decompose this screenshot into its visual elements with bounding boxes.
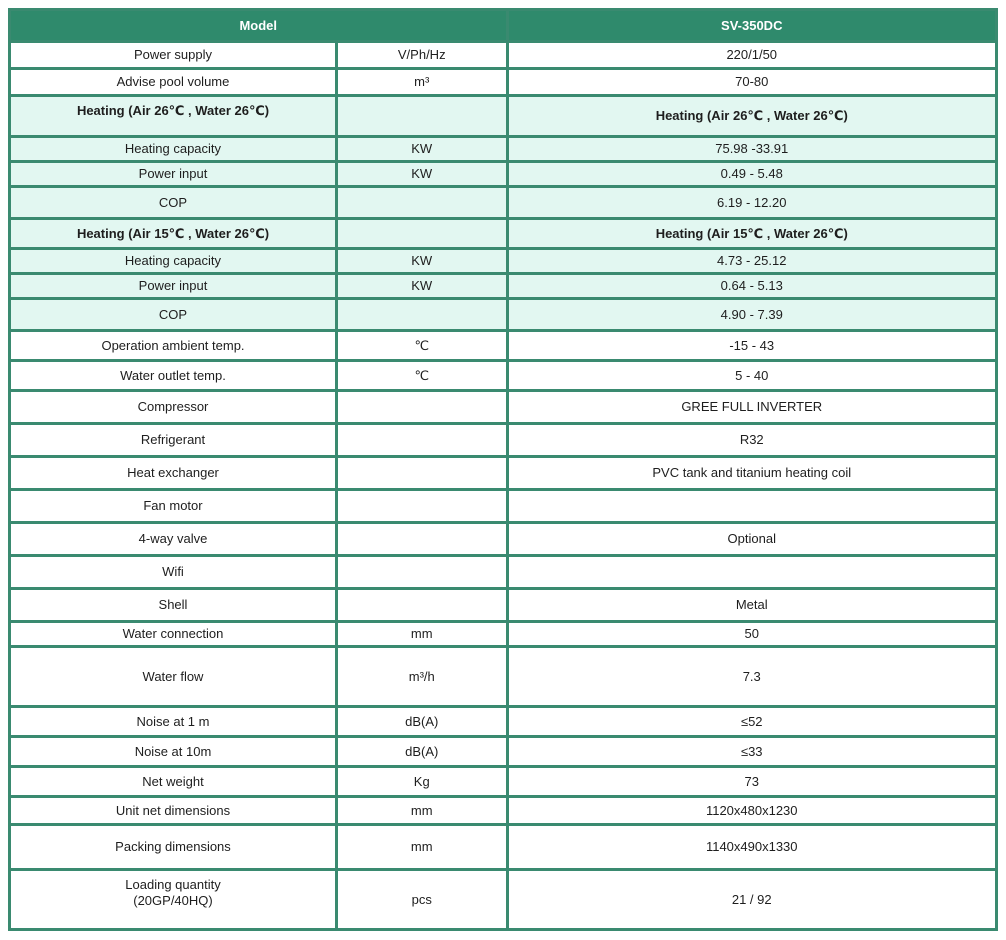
param-cell: Compressor (10, 391, 337, 424)
param-cell: COP (10, 187, 337, 219)
unit-cell (336, 424, 507, 457)
unit-cell: KW (336, 137, 507, 162)
unit-cell: KW (336, 249, 507, 274)
param-cell: Fan motor (10, 490, 337, 523)
table-row (10, 556, 997, 589)
unit-cell (336, 589, 507, 622)
section-row (10, 219, 997, 249)
table-row (10, 249, 997, 274)
value-cell: ≤52 (507, 707, 997, 737)
spec-table (8, 8, 998, 931)
unit-cell: KW (336, 274, 507, 299)
param-cell: Loading quantity (20GP/40HQ) (10, 870, 337, 930)
param-cell: Heating capacity (10, 137, 337, 162)
value-cell (507, 490, 997, 523)
value-cell: 1120x480x1230 (507, 797, 997, 825)
table-row (10, 42, 997, 69)
param-cell: Operation ambient temp. (10, 331, 337, 361)
param-cell: Net weight (10, 767, 337, 797)
unit-cell: mm (336, 797, 507, 825)
table-row (10, 589, 997, 622)
unit-cell: Kg (336, 767, 507, 797)
unit-cell: dB(A) (336, 707, 507, 737)
value-cell: 70-80 (507, 69, 997, 96)
unit-cell: ℃ (336, 361, 507, 391)
table-row (10, 274, 997, 299)
param-cell: Power supply (10, 42, 337, 69)
table-row (10, 797, 997, 825)
table-row (10, 737, 997, 767)
model-value: SV-350DC (507, 10, 997, 42)
table-row (10, 137, 997, 162)
table-row (10, 187, 997, 219)
unit-cell (336, 96, 507, 137)
param-cell: COP (10, 299, 337, 331)
value-cell: 7.3 (507, 647, 997, 707)
value-cell: 1140x490x1330 (507, 825, 997, 870)
section-value-cell: Heating (Air 15℃ , Water 26℃) (507, 219, 997, 249)
unit-cell (336, 391, 507, 424)
value-cell: 0.49 - 5.48 (507, 162, 997, 187)
table-header-row (10, 10, 997, 42)
model-label: Model (10, 10, 508, 42)
unit-cell (336, 187, 507, 219)
table-row (10, 647, 997, 707)
param-cell: Advise pool volume (10, 69, 337, 96)
param-cell: Wifi (10, 556, 337, 589)
table-row (10, 825, 997, 870)
value-cell (507, 556, 997, 589)
unit-cell (336, 523, 507, 556)
param-cell: Packing dimensions (10, 825, 337, 870)
unit-cell: m³/h (336, 647, 507, 707)
param-cell: Noise at 10m (10, 737, 337, 767)
value-cell: -15 - 43 (507, 331, 997, 361)
param-cell: Power input (10, 274, 337, 299)
unit-cell: mm (336, 622, 507, 647)
unit-cell (336, 490, 507, 523)
value-cell: 50 (507, 622, 997, 647)
value-cell: 6.19 - 12.20 (507, 187, 997, 219)
param-cell: Heat exchanger (10, 457, 337, 490)
unit-cell: ℃ (336, 331, 507, 361)
table-row (10, 870, 997, 930)
param-cell: Noise at 1 m (10, 707, 337, 737)
value-cell: GREE FULL INVERTER (507, 391, 997, 424)
value-cell: 4.73 - 25.12 (507, 249, 997, 274)
table-row (10, 424, 997, 457)
table-row (10, 707, 997, 737)
param-cell: 4-way valve (10, 523, 337, 556)
param-cell: Water outlet temp. (10, 361, 337, 391)
value-cell: 4.90 - 7.39 (507, 299, 997, 331)
param-cell: Heating capacity (10, 249, 337, 274)
table-row (10, 69, 997, 96)
unit-cell: KW (336, 162, 507, 187)
unit-cell: dB(A) (336, 737, 507, 767)
section-param-cell: Heating (Air 15℃ , Water 26℃) (10, 219, 337, 249)
table-row (10, 490, 997, 523)
section-value-cell: Heating (Air 26℃ , Water 26℃) (507, 96, 997, 137)
table-row (10, 162, 997, 187)
value-cell: 21 / 92 (507, 870, 997, 930)
unit-cell: pcs (336, 870, 507, 930)
value-cell: Optional (507, 523, 997, 556)
table-row (10, 299, 997, 331)
param-cell: Power input (10, 162, 337, 187)
value-cell: 0.64 - 5.13 (507, 274, 997, 299)
value-cell: PVC tank and titanium heating coil (507, 457, 997, 490)
unit-cell (336, 219, 507, 249)
value-cell: 75.98 -33.91 (507, 137, 997, 162)
table-row (10, 523, 997, 556)
unit-cell: V/Ph/Hz (336, 42, 507, 69)
unit-cell: m³ (336, 69, 507, 96)
section-param-cell: Heating (Air 26℃ , Water 26℃) (10, 96, 337, 137)
value-cell: Metal (507, 589, 997, 622)
value-cell: 73 (507, 767, 997, 797)
unit-cell (336, 457, 507, 490)
value-cell: 5 - 40 (507, 361, 997, 391)
unit-cell (336, 299, 507, 331)
param-cell: Shell (10, 589, 337, 622)
table-row (10, 391, 997, 424)
table-row (10, 457, 997, 490)
param-cell: Unit net dimensions (10, 797, 337, 825)
unit-cell: mm (336, 825, 507, 870)
table-row (10, 331, 997, 361)
table-row (10, 767, 997, 797)
section-row (10, 96, 997, 137)
table-row (10, 361, 997, 391)
param-cell: Water flow (10, 647, 337, 707)
table-row (10, 622, 997, 647)
value-cell: 220/1/50 (507, 42, 997, 69)
unit-cell (336, 556, 507, 589)
value-cell: ≤33 (507, 737, 997, 767)
param-cell: Refrigerant (10, 424, 337, 457)
param-cell: Water connection (10, 622, 337, 647)
value-cell: R32 (507, 424, 997, 457)
